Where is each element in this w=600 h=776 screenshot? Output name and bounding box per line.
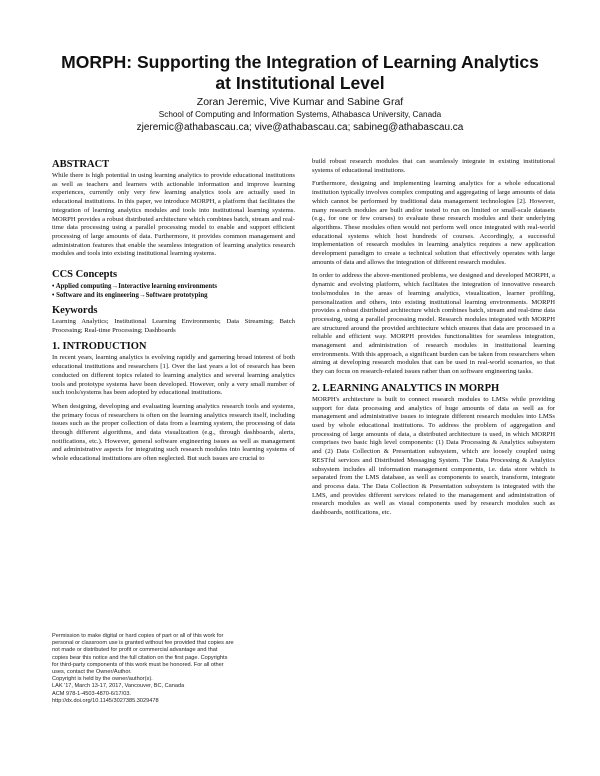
intro-paragraph-3: build robust research modules that can seamlessly integrate in existing institutional systems of educational institutions. xyxy=(312,158,555,174)
copyright-line: Copyright is held by the owner/author(s). xyxy=(52,676,153,683)
affiliation: School of Computing and Information Systems, Athabasca University, Canada xyxy=(158,110,442,119)
abstract-heading: ABSTRACT xyxy=(52,159,110,170)
emails: zjeremic@athabascau.ca; vive@athabascau.ca; sabineg@athabascau.ca xyxy=(136,122,464,133)
left-column xyxy=(52,158,295,469)
right-column xyxy=(312,158,555,523)
permission-line: copies bear this notice and the full citation on the first page. Copyrights xyxy=(52,654,228,661)
permission-line: not made or distributed for profit or commercial advantage and that xyxy=(52,647,218,654)
permission-line: uses, contact the Owner/Author. xyxy=(52,669,132,676)
abstract-text: While there is high potential in using learning analytics to provide educational institutions as well as teachers and learners with actionable information and improve learning experiences, currently only very few learning analytics tools are actually used in educational institutions. In this paper, we introduce MORPH, a platform that facilitates the integration of learning analytics modules and tools into institutional learning systems. MORPH provides a robust distributed architecture which combines batch, stream and real-time data processing using a parallel processing model to enable and support efficient processing of large amounts of data. Furthermore, it provides common management and administration features that enable the seamless integration of learning analytics research modules and tools into existing institutional learning systems. xyxy=(52,172,295,258)
conference-line: LAK '17, March 13-17, 2017, Vancouver, BC, Canada xyxy=(52,683,185,690)
ccs-item-2: • Software and its engineering→Software prototyping xyxy=(52,292,208,300)
intro-paragraph-5: In order to address the above-mentioned problems, we designed and developed MORPH, a dynamic and evolving platform, which facilitates the integration of innovative research tools/modules in the areas of learning analytics, visualization, learner profiling, personalization and others, into existing institutional learning environments. MORPH provides a robust distributed architecture which combines batch, stream and real-time data processing, using a parallel processing model. Research modules integrated with MORPH are structured around the provided architecture which ensures that data are processed in a reliable and efficient way. MORPH provides functionalities for seamless integration, management and administration of research modules in institutional learning environments. With this approach, a significant burden can be taken from researchers when aiming at developing research modules that can be used in real-world scenarios, so that they can focus on research-related issues rather than on software engineering tasks. xyxy=(312,272,555,376)
intro-paragraph-1: In recent years, learning analytics is evolving rapidly and garnering broad interest of both educational institutions and researchers [1]. Over the last years a lot of research has been conducted on different topics related to learning analytics and several learning analytics tools and prototype systems have been developed. However, only a very small number of such tools/systems has been adopted by educational institutions. xyxy=(52,354,295,397)
section2-heading: 2. LEARNING ANALYTICS IN MORPH xyxy=(312,382,500,394)
permission-line: for third-party components of this work must be honored. For all other xyxy=(52,661,224,668)
permission-line: Permission to make digital or hard copies of part or all of this work for xyxy=(52,633,224,639)
authors: Zoran Jeremic, Vive Kumar and Sabine Graf xyxy=(196,96,404,108)
isbn-line: ACM 978-1-4503-4870-6/17/03. xyxy=(52,690,131,697)
doi-link[interactable]: http://dx.doi.org/10.1145/3027385.3029478 xyxy=(52,697,159,704)
ccs-item-1: • Applied computing→Interactive learning environments xyxy=(52,283,218,291)
keywords-text: Learning Analytics; Institutional Learning Environments; Data Streaming; Batch Processing; Real-time Processing; Dashboards xyxy=(52,318,295,334)
intro-paragraph-4: Furthermore, designing and implementing learning analytics for a whole educational institution typically involves complex computing and aggregating of large amounts of data which cannot be performed by traditional data management technologies [2]. However, many research modules are built and/or tested to run on limited or small-scale datasets (e.g., for one or few courses) to evaluate these research modules and their underlying algorithms. These modules often would not perform well once integrated with real-world educational systems which host hundreds of courses. Accordingly, a successful implementation of research modules in learning analytics requires a new application development paradigm to create a technical solution that effectively operates with large amounts of data and allows the integration of different research modules. xyxy=(312,180,555,266)
intro-paragraph-2: When designing, developing and evaluating learning analytics research tools and systems, the primary focus of researchers is often on the learning analytics research itself, including issues such as the proper collection of data from a learning system, the processing of data through different algorithms, and data visualization (e.g., through dashboards, alerts, notifications, etc.). However, general software engineering issues as well as management and administrative aspects for integrating such research modules into learning systems of whole educational institutions are often neglected. But such issues are crucial to xyxy=(52,402,295,463)
paper-title xyxy=(30,52,570,94)
keywords-heading: Keywords xyxy=(52,305,98,317)
title-line-1: MORPH: Supporting the Integration of Learning Analytics xyxy=(61,52,539,72)
section2-paragraph-1: MORPH's architecture is built to connect research modules to LMSs while providing support for data processing and analytics of huge amounts of data as well as for management and administrative issues to integrate different research modules into LMSs used by whole educational institutions. To address the problem of aggregation and processing of large amounts of data, a distributed architecture is used, in which MORPH comprises two basic high level components: (1) Data Processing & Analytics subsystem and (2) Data Collection & Presentation subsystem, which are loosely coupled using RESTful services and Distributed Messaging System. The Data Processing & Analytics subsystem includes all information management components, i.e. data store which is separated from the LMS database, as well as components to search, transform, integrate and process data. The Data Collection & Presentation subsystem is integrated with the LMS, and provides different services related to the management and administration of research modules as well as visual components used by research modules such as dashboards, notifications, etc. xyxy=(312,395,555,517)
introduction-heading: 1. INTRODUCTION xyxy=(52,341,147,353)
permission-notice xyxy=(52,633,295,705)
title-line-2: at Institutional Level xyxy=(215,73,385,93)
permission-line: personal or classroom use is granted without fee provided that copies are xyxy=(52,640,234,647)
ccs-heading: CCS Concepts xyxy=(52,269,118,281)
